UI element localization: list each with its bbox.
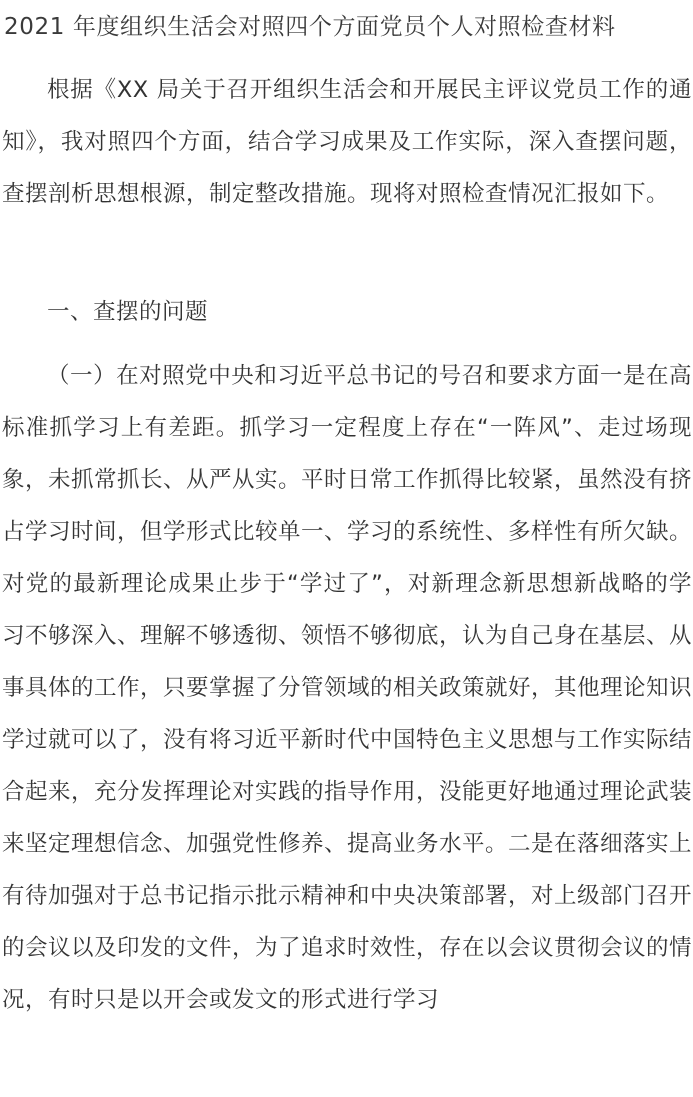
intro-paragraph: 根据《XX 局关于召开组织生活会和开展民主评议党员工作的通知》，我对照四个方面，结合学习成果及工作实际，深入查摆问题，查摆剖析思想根源，制定整改措施。现将对照检查情况汇报如下。 [2, 77, 692, 207]
body-paragraph: （一）在对照党中央和习近平总书记的号召和要求方面一是在高标准抓学习上有差距。抓学习一定程度上存在“一阵风”、走过场现象，未抓常抓长、从严从实。平时日常工作抓得比较紧，虽然没有挤占学习时间，但学形式比较单一、学习的系统性、多样性有所欠缺。对党的最新理论成果止步于“学过了”，对新理念新思想新战略的学习不够深入、理解不够透彻、领悟不够彻底，认为自己身在基层、从事具体的工作，只要掌握了分管领域的相关政策就好，其他理论知识学过就可以了，没有将习近平新时代中国特色主义思想与工作实际结合起来，充分发挥理论对实践的指导作用，没能更好地通过理论武装来坚定理想信念、加强党性修养、提高业务水平。二是在落细落实上有待加强对于总书记指示批示精神和中央决策部署，对上级部门召开的会议以及印发的文件，为了追求时效性，存在以会议贯彻会议的情况，有时只是以开会或发文的形式进行学习 [2, 363, 693, 1013]
document-title: 2021 年度组织生活会对照四个方面党员个人对照检查材料 [4, 14, 616, 40]
section-heading: 一、查摆的问题 [47, 299, 209, 325]
